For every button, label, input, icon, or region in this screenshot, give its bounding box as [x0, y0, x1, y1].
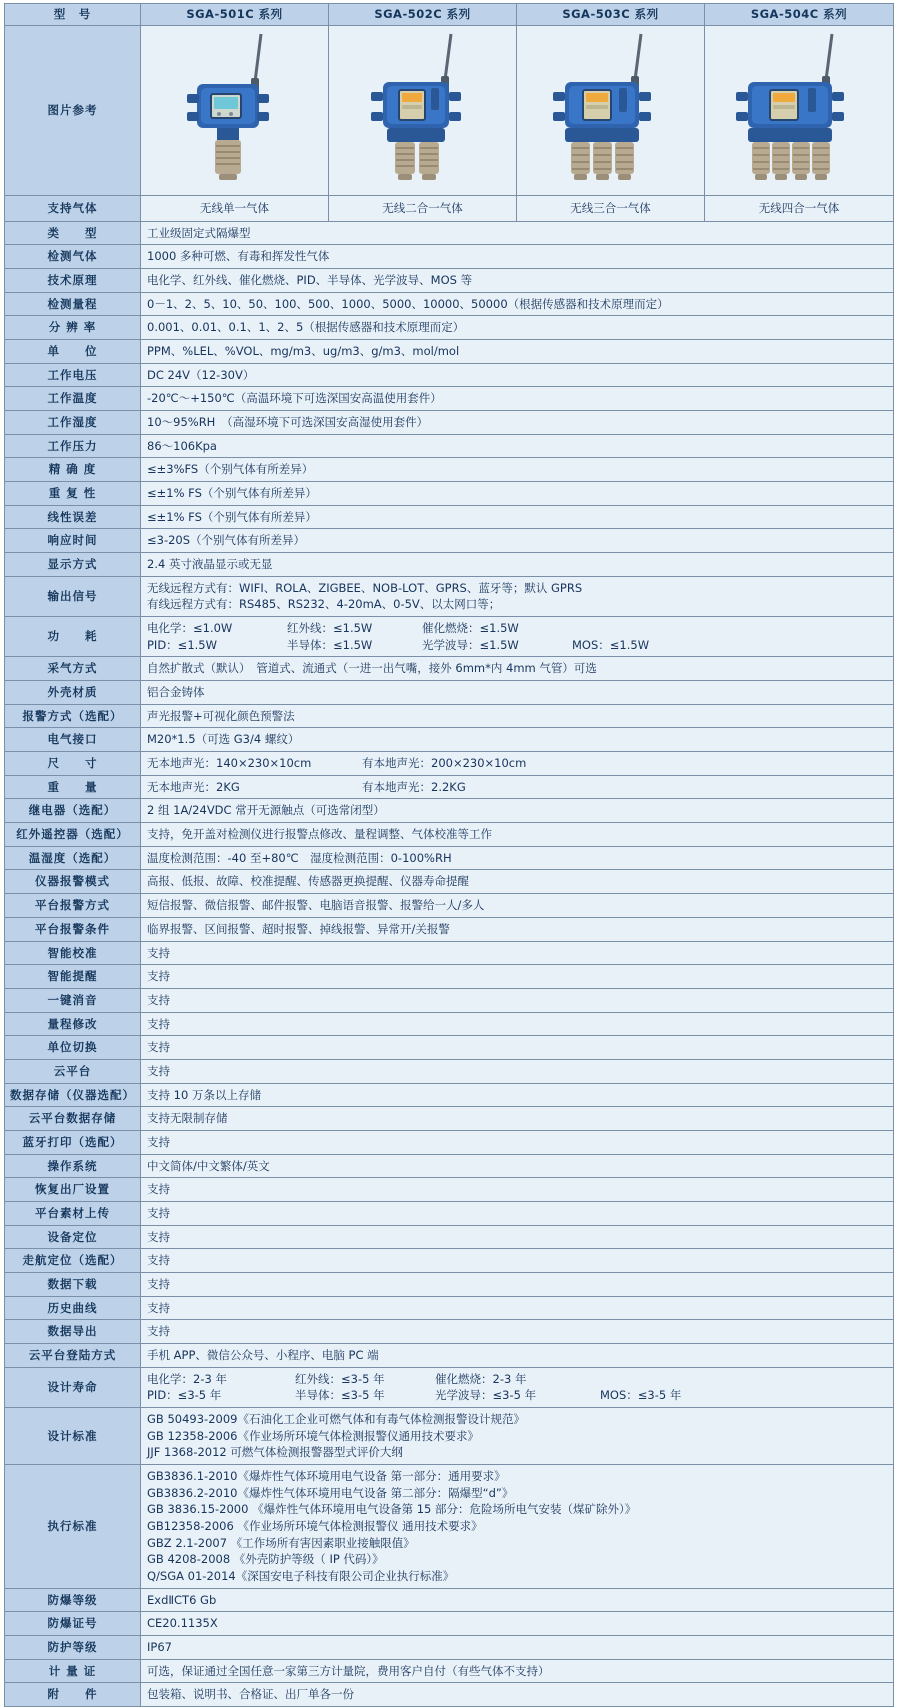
execution-standard-line-7: Q/SGA 01-2014《深国安电子科技有限公司企业执行标准》 — [147, 1568, 455, 1583]
product-image-2 — [329, 26, 517, 196]
gas-detector-icon-1 — [175, 28, 295, 188]
row-label-explosion-proof-grade: 防爆等级 — [5, 1588, 141, 1612]
row-label-relay: 继电器（选配） — [5, 799, 141, 823]
table-row-resolution — [5, 316, 894, 340]
row-value-bluetooth-print: 支持 — [141, 1130, 894, 1154]
row-label-data-storage: 数据存储（仪器选配） — [5, 1083, 141, 1107]
row-label-voltage: 工作电压 — [5, 363, 141, 387]
row-label-cloud-login: 云平台登陆方式 — [5, 1343, 141, 1367]
row-label-supported-gas: 支持气体 — [5, 196, 141, 222]
product-image-4 — [705, 26, 894, 196]
row-label-resolution: 分 辨 率 — [5, 316, 141, 340]
spec-sheet-page — [0, 3, 899, 1707]
row-value-smart-reminder: 支持 — [141, 965, 894, 989]
life-infrared: 红外线：≤3-5 年 — [295, 1371, 385, 1386]
execution-standard-line-1: GB3836.1-2010《爆炸性气体环境用电气设备 第一部分：通用要求》 — [147, 1468, 506, 1483]
row-value-unit: PPM、%LEL、%VOL、mg/m3、ug/m3、g/m3、mol/mol — [141, 340, 894, 364]
power-pid: PID：≤1.5W — [147, 637, 217, 652]
row-label-data-export: 数据导出 — [5, 1320, 141, 1344]
row-label-history-curve: 历史曲线 — [5, 1296, 141, 1320]
row-value-device-location: 支持 — [141, 1225, 894, 1249]
row-label-data-download: 数据下载 — [5, 1272, 141, 1296]
life-mos: MOS：≤3-5 年 — [600, 1388, 682, 1403]
row-value-platform-alarm-mode: 短信报警、微信报警、邮件报警、电脑语音报警、报警给一人/多人 — [141, 894, 894, 918]
table-row-operating-system — [5, 1154, 894, 1178]
row-label-platform-alarm-mode: 平台报警方式 — [5, 894, 141, 918]
row-value-operating-system: 中文简体/中文繁体/英文 — [141, 1154, 894, 1178]
row-label-unit: 单 位 — [5, 340, 141, 364]
row-label-mobile-location: 走航定位（选配） — [5, 1249, 141, 1273]
table-row-cloud-platform — [5, 1059, 894, 1083]
row-value-instrument-alarm-mode: 高报、低报、故障、校准提醒、传感器更换提醒、仪器寿命提醒 — [141, 870, 894, 894]
design-standard-line-1: GB 50493-2009《石油化工企业可燃气体和有毒气体检测报警设计规范》 — [147, 1411, 525, 1426]
table-row-metrology-cert — [5, 1659, 894, 1683]
product-image-1 — [141, 26, 329, 196]
table-row-design-standard — [5, 1407, 894, 1464]
table-row-linearity — [5, 505, 894, 529]
row-value-range-modify: 支持 — [141, 1012, 894, 1036]
table-row-humidity — [5, 411, 894, 435]
row-label-size: 尺 寸 — [5, 752, 141, 776]
table-row-output-signal — [5, 576, 894, 616]
design-standard-line-3: JJF 1368-2012 可燃气体检测报警器型式评价大纲 — [147, 1445, 403, 1460]
table-row-unit-switch — [5, 1036, 894, 1060]
life-catalytic: 催化燃烧：2-3 年 — [435, 1371, 527, 1386]
table-row-supported-gas — [5, 196, 894, 222]
row-value-accuracy: ≤±3%FS（个别气体有所差异） — [141, 458, 894, 482]
size-with-alarm: 有本地声光：200×230×10cm — [362, 756, 527, 771]
row-label-bluetooth-print: 蓝牙打印（选配） — [5, 1130, 141, 1154]
row-label-pressure: 工作压力 — [5, 434, 141, 458]
row-value-technology: 电化学、红外线、催化燃烧、PID、半导体、光学波导、MOS 等 — [141, 269, 894, 293]
gas-detector-icon-3 — [531, 28, 691, 188]
row-value-data-export: 支持 — [141, 1320, 894, 1344]
row-label-power: 功 耗 — [5, 617, 141, 657]
table-row-platform-alarm-condition — [5, 917, 894, 941]
table-row-protection-grade — [5, 1636, 894, 1660]
row-label-device-location: 设备定位 — [5, 1225, 141, 1249]
execution-standard-line-2: GB3836.2-2010《爆炸性气体环境用电气设备 第二部分：隔爆型“d”》 — [147, 1485, 514, 1500]
row-label-housing: 外壳材质 — [5, 681, 141, 705]
row-value-range: 0－1、2、5、10、50、100、500、1000、5000、10000、50000（根据传感器和技术原理而定） — [141, 292, 894, 316]
row-value-repeatability: ≤±1% FS（个别气体有所差异） — [141, 482, 894, 506]
row-value-alarm-mode: 声光报警+可视化颜色预警法 — [141, 704, 894, 728]
row-label-ir-remote: 红外遥控器（选配） — [5, 823, 141, 847]
table-row-platform-alarm-mode — [5, 894, 894, 918]
row-value-data-download: 支持 — [141, 1272, 894, 1296]
table-row-product-images — [5, 26, 894, 196]
table-row-accuracy — [5, 458, 894, 482]
table-row-data-storage — [5, 1083, 894, 1107]
row-label-display: 显示方式 — [5, 553, 141, 577]
row-value-electrical-interface: M20*1.5（可选 G3/4 螺纹） — [141, 728, 894, 752]
table-row-factory-reset — [5, 1178, 894, 1202]
output-line-1: 无线远程方式有：WIFI、ROLA、ZIGBEE、NOB-LOT、GPRS、蓝牙等；默认 GPRS — [147, 580, 583, 595]
table-row-detect-gas — [5, 245, 894, 269]
table-row-pressure — [5, 434, 894, 458]
row-label-weight: 重 量 — [5, 775, 141, 799]
row-value-history-curve: 支持 — [141, 1296, 894, 1320]
table-row-size — [5, 752, 894, 776]
row-value-output-signal — [141, 576, 894, 616]
row-value-factory-reset: 支持 — [141, 1178, 894, 1202]
row-value-relay: 2 组 1A/24VDC 常开无源触点（可选常闭型） — [141, 799, 894, 823]
row-label-metrology-cert: 计 量 证 — [5, 1659, 141, 1683]
row-label-technology: 技术原理 — [5, 269, 141, 293]
design-standard-line-2: GB 12358-2006《作业场所环境气体检测报警仪通用技术要求》 — [147, 1428, 479, 1443]
row-label-smart-calibration: 智能校准 — [5, 941, 141, 965]
row-label-protection-grade: 防护等级 — [5, 1636, 141, 1660]
row-label-smart-reminder: 智能提醒 — [5, 965, 141, 989]
row-label-execution-standard: 执行标准 — [5, 1464, 141, 1588]
table-row-ir-remote — [5, 823, 894, 847]
weight-with-alarm: 有本地声光：2.2KG — [362, 779, 466, 794]
life-pid: PID：≤3-5 年 — [147, 1388, 222, 1403]
life-optical: 光学波导：≤3-5 年 — [435, 1388, 537, 1403]
row-label-accessories: 附 件 — [5, 1683, 141, 1707]
row-value-unit-switch: 支持 — [141, 1036, 894, 1060]
row-label-accuracy: 精 确 度 — [5, 458, 141, 482]
supported-gas-4: 无线四合一气体 — [705, 196, 894, 222]
table-row-cloud-storage — [5, 1107, 894, 1131]
life-electrochemical: 电化学：2-3 年 — [147, 1371, 227, 1386]
model-name-3: SGA-503C 系列 — [517, 4, 705, 26]
weight-without-alarm: 无本地声光：2KG — [147, 779, 240, 794]
row-value-display: 2.4 英寸液晶显示或无显 — [141, 553, 894, 577]
power-mos: MOS：≤1.5W — [572, 637, 650, 652]
table-row-type — [5, 221, 894, 245]
row-label-cloud-platform: 云平台 — [5, 1059, 141, 1083]
power-infrared: 红外线：≤1.5W — [287, 621, 373, 636]
row-value-ir-remote: 支持，免开盖对检测仪进行报警点修改、量程调整、气体校准等工作 — [141, 823, 894, 847]
row-value-housing: 铝合金铸体 — [141, 681, 894, 705]
specification-table — [4, 3, 894, 1707]
row-label-detect-gas: 检测气体 — [5, 245, 141, 269]
table-row-mobile-location — [5, 1249, 894, 1273]
table-row-temp-humidity-option — [5, 846, 894, 870]
table-row-bluetooth-print — [5, 1130, 894, 1154]
life-semiconductor: 半导体：≤3-5 年 — [295, 1388, 385, 1403]
table-row-execution-standard — [5, 1464, 894, 1588]
row-value-material-upload: 支持 — [141, 1201, 894, 1225]
row-value-resolution: 0.001、0.01、0.1、1、2、5（根据传感器和技术原理而定） — [141, 316, 894, 340]
row-value-accessories: 包装箱、说明书、合格证、出厂单各一份 — [141, 1683, 894, 1707]
table-row-model-header — [5, 4, 894, 26]
row-value-temp-humidity-option: 温度检测范围：-40 至+80℃ 湿度检测范围：0-100%RH — [141, 846, 894, 870]
row-value-pressure: 86～106Kpa — [141, 434, 894, 458]
size-without-alarm: 无本地声光：140×230×10cm — [147, 756, 312, 771]
table-row-explosion-proof-cert — [5, 1612, 894, 1636]
execution-standard-line-3: GB 3836.15-2000 《爆炸性气体环境用电气设备第 15 部分：危险场所电气安装（煤矿除外）》 — [147, 1502, 637, 1517]
row-label-unit-switch: 单位切换 — [5, 1036, 141, 1060]
row-label-type: 类 型 — [5, 221, 141, 245]
row-label-platform-alarm-condition: 平台报警条件 — [5, 917, 141, 941]
table-row-explosion-proof-grade — [5, 1588, 894, 1612]
row-label-linearity: 线性误差 — [5, 505, 141, 529]
table-row-response-time — [5, 529, 894, 553]
row-label-model: 型 号 — [5, 4, 141, 26]
table-row-electrical-interface — [5, 728, 894, 752]
row-label-alarm-mode: 报警方式（选配） — [5, 704, 141, 728]
product-image-3 — [517, 26, 705, 196]
row-value-execution-standard — [141, 1464, 894, 1588]
row-label-response-time: 响应时间 — [5, 529, 141, 553]
row-value-type: 工业级固定式隔爆型 — [141, 221, 894, 245]
row-label-operating-system: 操作系统 — [5, 1154, 141, 1178]
row-value-power — [141, 617, 894, 657]
row-label-repeatability: 重 复 性 — [5, 482, 141, 506]
power-electrochemical: 电化学：≤1.0W — [147, 621, 233, 636]
execution-standard-line-5: GBZ 2.1-2007 《工作场所有害因素职业接触限值》 — [147, 1535, 415, 1550]
table-row-power — [5, 617, 894, 657]
row-label-humidity: 工作湿度 — [5, 411, 141, 435]
row-value-linearity: ≤±1% FS（个别气体有所差异） — [141, 505, 894, 529]
row-value-design-life — [141, 1367, 894, 1407]
row-label-cloud-storage: 云平台数据存储 — [5, 1107, 141, 1131]
row-value-metrology-cert: 可选，保证通过全国任意一家第三方计量院，费用客户自付（有些气体不支持） — [141, 1659, 894, 1683]
row-label-temperature: 工作温度 — [5, 387, 141, 411]
table-row-instrument-alarm-mode — [5, 870, 894, 894]
row-value-explosion-proof-cert: CE20.1135X — [141, 1612, 894, 1636]
execution-standard-line-4: GB12358-2006 《作业场所环境气体检测报警仪 通用技术要求》 — [147, 1518, 483, 1533]
row-value-mobile-location: 支持 — [141, 1249, 894, 1273]
table-row-repeatability — [5, 482, 894, 506]
row-value-cloud-platform: 支持 — [141, 1059, 894, 1083]
row-value-platform-alarm-condition: 临界报警、区间报警、超时报警、掉线报警、异常开/关报警 — [141, 917, 894, 941]
row-value-weight — [141, 775, 894, 799]
table-row-housing — [5, 681, 894, 705]
power-catalytic: 催化燃烧：≤1.5W — [422, 621, 519, 636]
model-name-2: SGA-502C 系列 — [329, 4, 517, 26]
row-label-material-upload: 平台素材上传 — [5, 1201, 141, 1225]
table-row-alarm-mode — [5, 704, 894, 728]
table-row-data-export — [5, 1320, 894, 1344]
row-value-cloud-login: 手机 APP、微信公众号、小程序、电脑 PC 端 — [141, 1343, 894, 1367]
supported-gas-2: 无线二合一气体 — [329, 196, 517, 222]
row-label-range-modify: 量程修改 — [5, 1012, 141, 1036]
row-label-design-standard: 设计标准 — [5, 1407, 141, 1464]
table-row-design-life — [5, 1367, 894, 1407]
table-row-one-key-mute — [5, 988, 894, 1012]
row-value-one-key-mute: 支持 — [141, 988, 894, 1012]
row-value-cloud-storage: 支持无限制存储 — [141, 1107, 894, 1131]
row-value-data-storage: 支持 10 万条以上存储 — [141, 1083, 894, 1107]
row-value-humidity: 10～95%RH （高湿环境下可选深国安高湿使用套件） — [141, 411, 894, 435]
table-row-material-upload — [5, 1201, 894, 1225]
row-value-sampling: 自然扩散式（默认） 管道式、流通式（一进一出气嘴，接外 6mm*内 4mm 气管）可选 — [141, 657, 894, 681]
table-row-range — [5, 292, 894, 316]
table-row-weight — [5, 775, 894, 799]
row-label-image-reference: 图片参考 — [5, 26, 141, 196]
row-label-output-signal: 输出信号 — [5, 576, 141, 616]
gas-detector-icon-2 — [353, 28, 493, 188]
row-label-factory-reset: 恢复出厂设置 — [5, 1178, 141, 1202]
table-row-data-download — [5, 1272, 894, 1296]
row-label-sampling: 采气方式 — [5, 657, 141, 681]
table-row-device-location — [5, 1225, 894, 1249]
table-row-history-curve — [5, 1296, 894, 1320]
supported-gas-3: 无线三合一气体 — [517, 196, 705, 222]
row-value-design-standard — [141, 1407, 894, 1464]
row-value-smart-calibration: 支持 — [141, 941, 894, 965]
supported-gas-1: 无线单一气体 — [141, 196, 329, 222]
row-label-instrument-alarm-mode: 仪器报警模式 — [5, 870, 141, 894]
table-row-voltage — [5, 363, 894, 387]
row-label-explosion-proof-cert: 防爆证号 — [5, 1612, 141, 1636]
table-row-unit — [5, 340, 894, 364]
model-name-1: SGA-501C 系列 — [141, 4, 329, 26]
table-row-accessories — [5, 1683, 894, 1707]
row-value-response-time: ≤3-20S（个别气体有所差异） — [141, 529, 894, 553]
table-row-sampling — [5, 657, 894, 681]
table-row-smart-reminder — [5, 965, 894, 989]
row-value-explosion-proof-grade: ExdⅡCT6 Gb — [141, 1588, 894, 1612]
table-row-temperature — [5, 387, 894, 411]
power-optical: 光学波导：≤1.5W — [422, 637, 519, 652]
row-label-design-life: 设计寿命 — [5, 1367, 141, 1407]
table-row-smart-calibration — [5, 941, 894, 965]
table-row-cloud-login — [5, 1343, 894, 1367]
table-row-technology — [5, 269, 894, 293]
row-value-protection-grade: IP67 — [141, 1636, 894, 1660]
row-value-detect-gas: 1000 多种可燃、有毒和挥发性气体 — [141, 245, 894, 269]
row-value-temperature: -20℃～+150℃（高温环境下可选深国安高温使用套件） — [141, 387, 894, 411]
row-value-voltage: DC 24V（12-30V） — [141, 363, 894, 387]
power-semiconductor: 半导体：≤1.5W — [287, 637, 373, 652]
table-row-relay — [5, 799, 894, 823]
row-label-electrical-interface: 电气接口 — [5, 728, 141, 752]
table-row-range-modify — [5, 1012, 894, 1036]
row-label-temp-humidity-option: 温湿度（选配） — [5, 846, 141, 870]
output-line-2: 有线远程方式有：RS485、RS232、4-20mA、0-5V、以太网口等； — [147, 597, 501, 612]
execution-standard-line-6: GB 4208-2008 《外壳防护等级（ IP 代码）》 — [147, 1552, 384, 1567]
table-row-display — [5, 553, 894, 577]
gas-detector-icon-4 — [712, 28, 887, 188]
row-label-range: 检测量程 — [5, 292, 141, 316]
model-name-4: SGA-504C 系列 — [705, 4, 894, 26]
row-label-one-key-mute: 一键消音 — [5, 988, 141, 1012]
row-value-size — [141, 752, 894, 776]
